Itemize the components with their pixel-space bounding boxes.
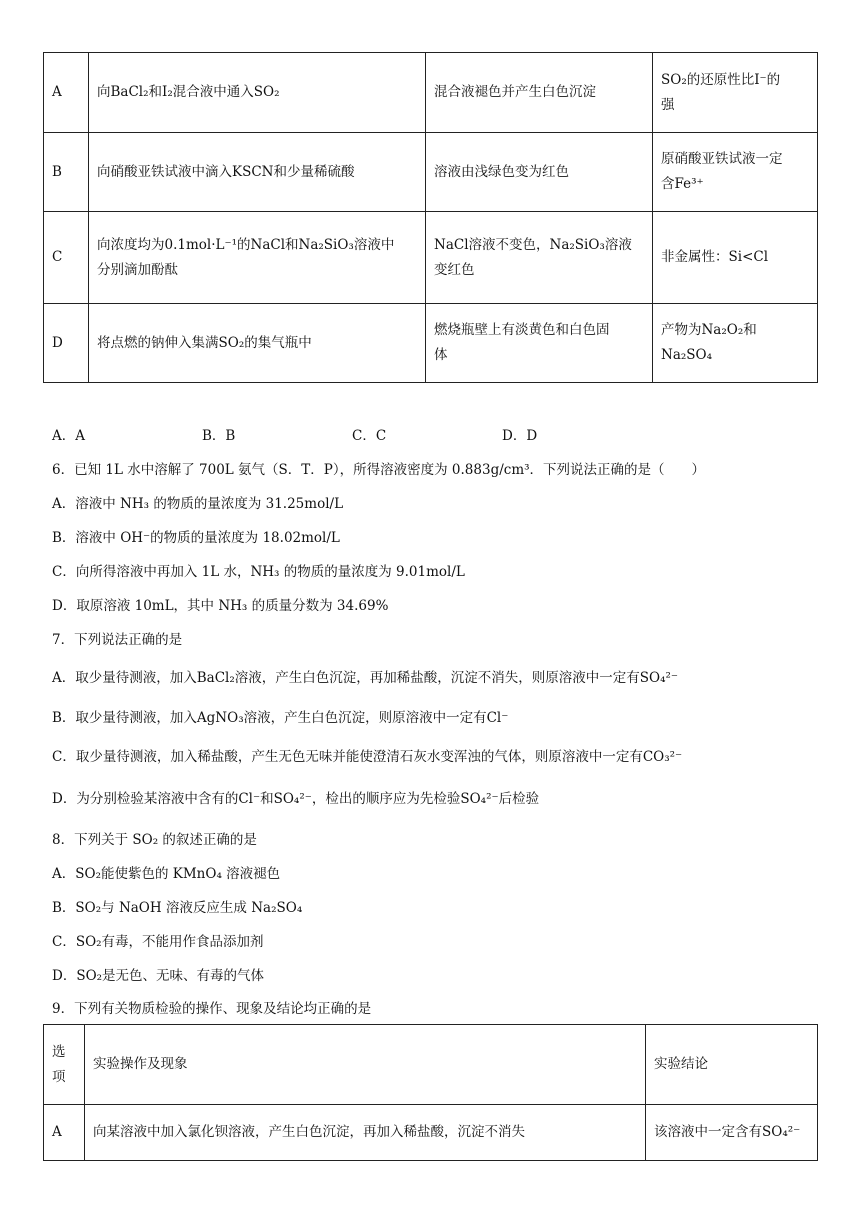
q7-option-a[interactable]: A．取少量待测液，加入BaCl₂溶液，产生白色沉淀，再加稀盐酸，沉淀不消失，则原溶液中一定有SO₄²⁻ [52, 670, 679, 686]
row-label: D [44, 304, 89, 383]
operation-cell: 向硝酸亚铁试液中滴入KSCN和少量稀硫酸 [89, 133, 426, 212]
phenomenon-line: 变红色 [434, 261, 475, 278]
question-6-stem: 6．已知 1L 水中溶解了 700L 氨气（S．T．P），所得溶液密度为 0.883g/cm³．下列说法正确的是（ ） [52, 462, 706, 478]
question-7-stem: 7．下列说法正确的是 [52, 632, 183, 648]
table-header-row [44, 1025, 818, 1105]
operation-line: 分别滴加酚酞 [97, 261, 178, 278]
table-row [44, 212, 818, 304]
conclusion-cell [653, 304, 818, 383]
option-b[interactable]: B．B [202, 428, 236, 444]
operation-cell: 向某溶液中加入氯化钡溶液，产生白色沉淀，再加入稀盐酸，沉淀不消失 [85, 1105, 646, 1161]
table-row [44, 133, 818, 212]
conclusion-line: 含Fe³⁺ [661, 176, 704, 192]
q8-option-a[interactable]: A．SO₂能使紫色的 KMnO₄ 溶液褪色 [52, 866, 281, 882]
header-option-line: 选 [52, 1043, 66, 1060]
q7-option-c[interactable]: C．取少量待测液，加入稀盐酸，产生无色无味并能使澄清石灰水变浑浊的气体，则原溶液中一定有CO₃²⁻ [52, 749, 683, 765]
row-label: C [44, 212, 89, 304]
q7-option-d[interactable]: D．为分别检验某溶液中含有的Cl⁻和SO₄²⁻，检出的顺序应为先检验SO₄²⁻后检验 [52, 791, 540, 807]
q6-option-b[interactable]: B．溶液中 OH⁻的物质的量浓度为 18.02mol/L [52, 530, 340, 546]
q8-option-d[interactable]: D．SO₂是无色、无味、有毒的气体 [52, 968, 265, 984]
header-option [44, 1025, 85, 1105]
operation-cell [89, 212, 426, 304]
q6-option-d[interactable]: D．取原溶液 10mL，其中 NH₃ 的质量分数为 34.69% [52, 598, 389, 614]
experiment-table-q9 [43, 1024, 818, 1161]
conclusion-cell: 该溶液中一定含有SO₄²⁻ [646, 1105, 818, 1161]
table-row [44, 304, 818, 383]
conclusion-line: 强 [661, 96, 675, 113]
question-8-stem: 8．下列关于 SO₂ 的叙述正确的是 [52, 832, 257, 848]
operation-line: 向浓度均为0.1mol·L⁻¹的NaCl和Na₂SiO₃溶液中 [97, 236, 395, 253]
conclusion-line: Na₂SO₄ [661, 347, 713, 363]
header-option-line: 项 [52, 1068, 66, 1085]
conclusion-cell: 非金属性：Si<Cl [653, 212, 818, 304]
phenomenon-line: 燃烧瓶壁上有淡黄色和白色固 [434, 322, 610, 339]
header-operation: 实验操作及现象 [85, 1025, 646, 1105]
conclusion-cell [653, 53, 818, 133]
row-label: A [44, 53, 89, 133]
operation-cell: 将点燃的钠伸入集满SO₂的集气瓶中 [89, 304, 426, 383]
option-c[interactable]: C．C [352, 428, 387, 444]
option-d[interactable]: D．D [502, 428, 538, 444]
q7-option-b[interactable]: B．取少量待测液，加入AgNO₃溶液，产生白色沉淀，则原溶液中一定有Cl⁻ [52, 710, 509, 726]
conclusion-line: 产物为Na₂O₂和 [661, 322, 757, 339]
table-row [44, 1105, 818, 1161]
phenomenon-cell: 混合液褪色并产生白色沉淀 [426, 53, 653, 133]
conclusion-line: 原硝酸亚铁试液一定 [661, 151, 783, 168]
q8-option-b[interactable]: B．SO₂与 NaOH 溶液反应生成 Na₂SO₄ [52, 900, 303, 916]
conclusion-line: SO₂的还原性比I⁻的 [661, 71, 781, 88]
phenomenon-cell [426, 304, 653, 383]
conclusion-cell [653, 133, 818, 212]
experiment-table-q5 [43, 52, 818, 383]
operation-cell: 向BaCl₂和I₂混合液中通入SO₂ [89, 53, 426, 133]
phenomenon-cell [426, 212, 653, 304]
row-label: B [44, 133, 89, 212]
phenomenon-line: NaCl溶液不变色，Na₂SiO₃溶液 [434, 236, 632, 253]
question-9-stem: 9．下列有关物质检验的操作、现象及结论均正确的是 [52, 1001, 372, 1017]
phenomenon-cell: 溶液由浅绿色变为红色 [426, 133, 653, 212]
q5-options [52, 424, 772, 444]
row-label: A [44, 1105, 85, 1161]
q6-option-c[interactable]: C．向所得溶液中再加入 1L 水，NH₃ 的物质的量浓度为 9.01mol/L [52, 564, 465, 580]
table-row [44, 53, 818, 133]
q6-option-a[interactable]: A．溶液中 NH₃ 的物质的量浓度为 31.25mol/L [52, 496, 344, 512]
header-conclusion: 实验结论 [646, 1025, 818, 1105]
q8-option-c[interactable]: C．SO₂有毒，不能用作食品添加剂 [52, 934, 264, 950]
phenomenon-line: 体 [434, 347, 448, 363]
option-a[interactable]: A．A [52, 428, 85, 444]
